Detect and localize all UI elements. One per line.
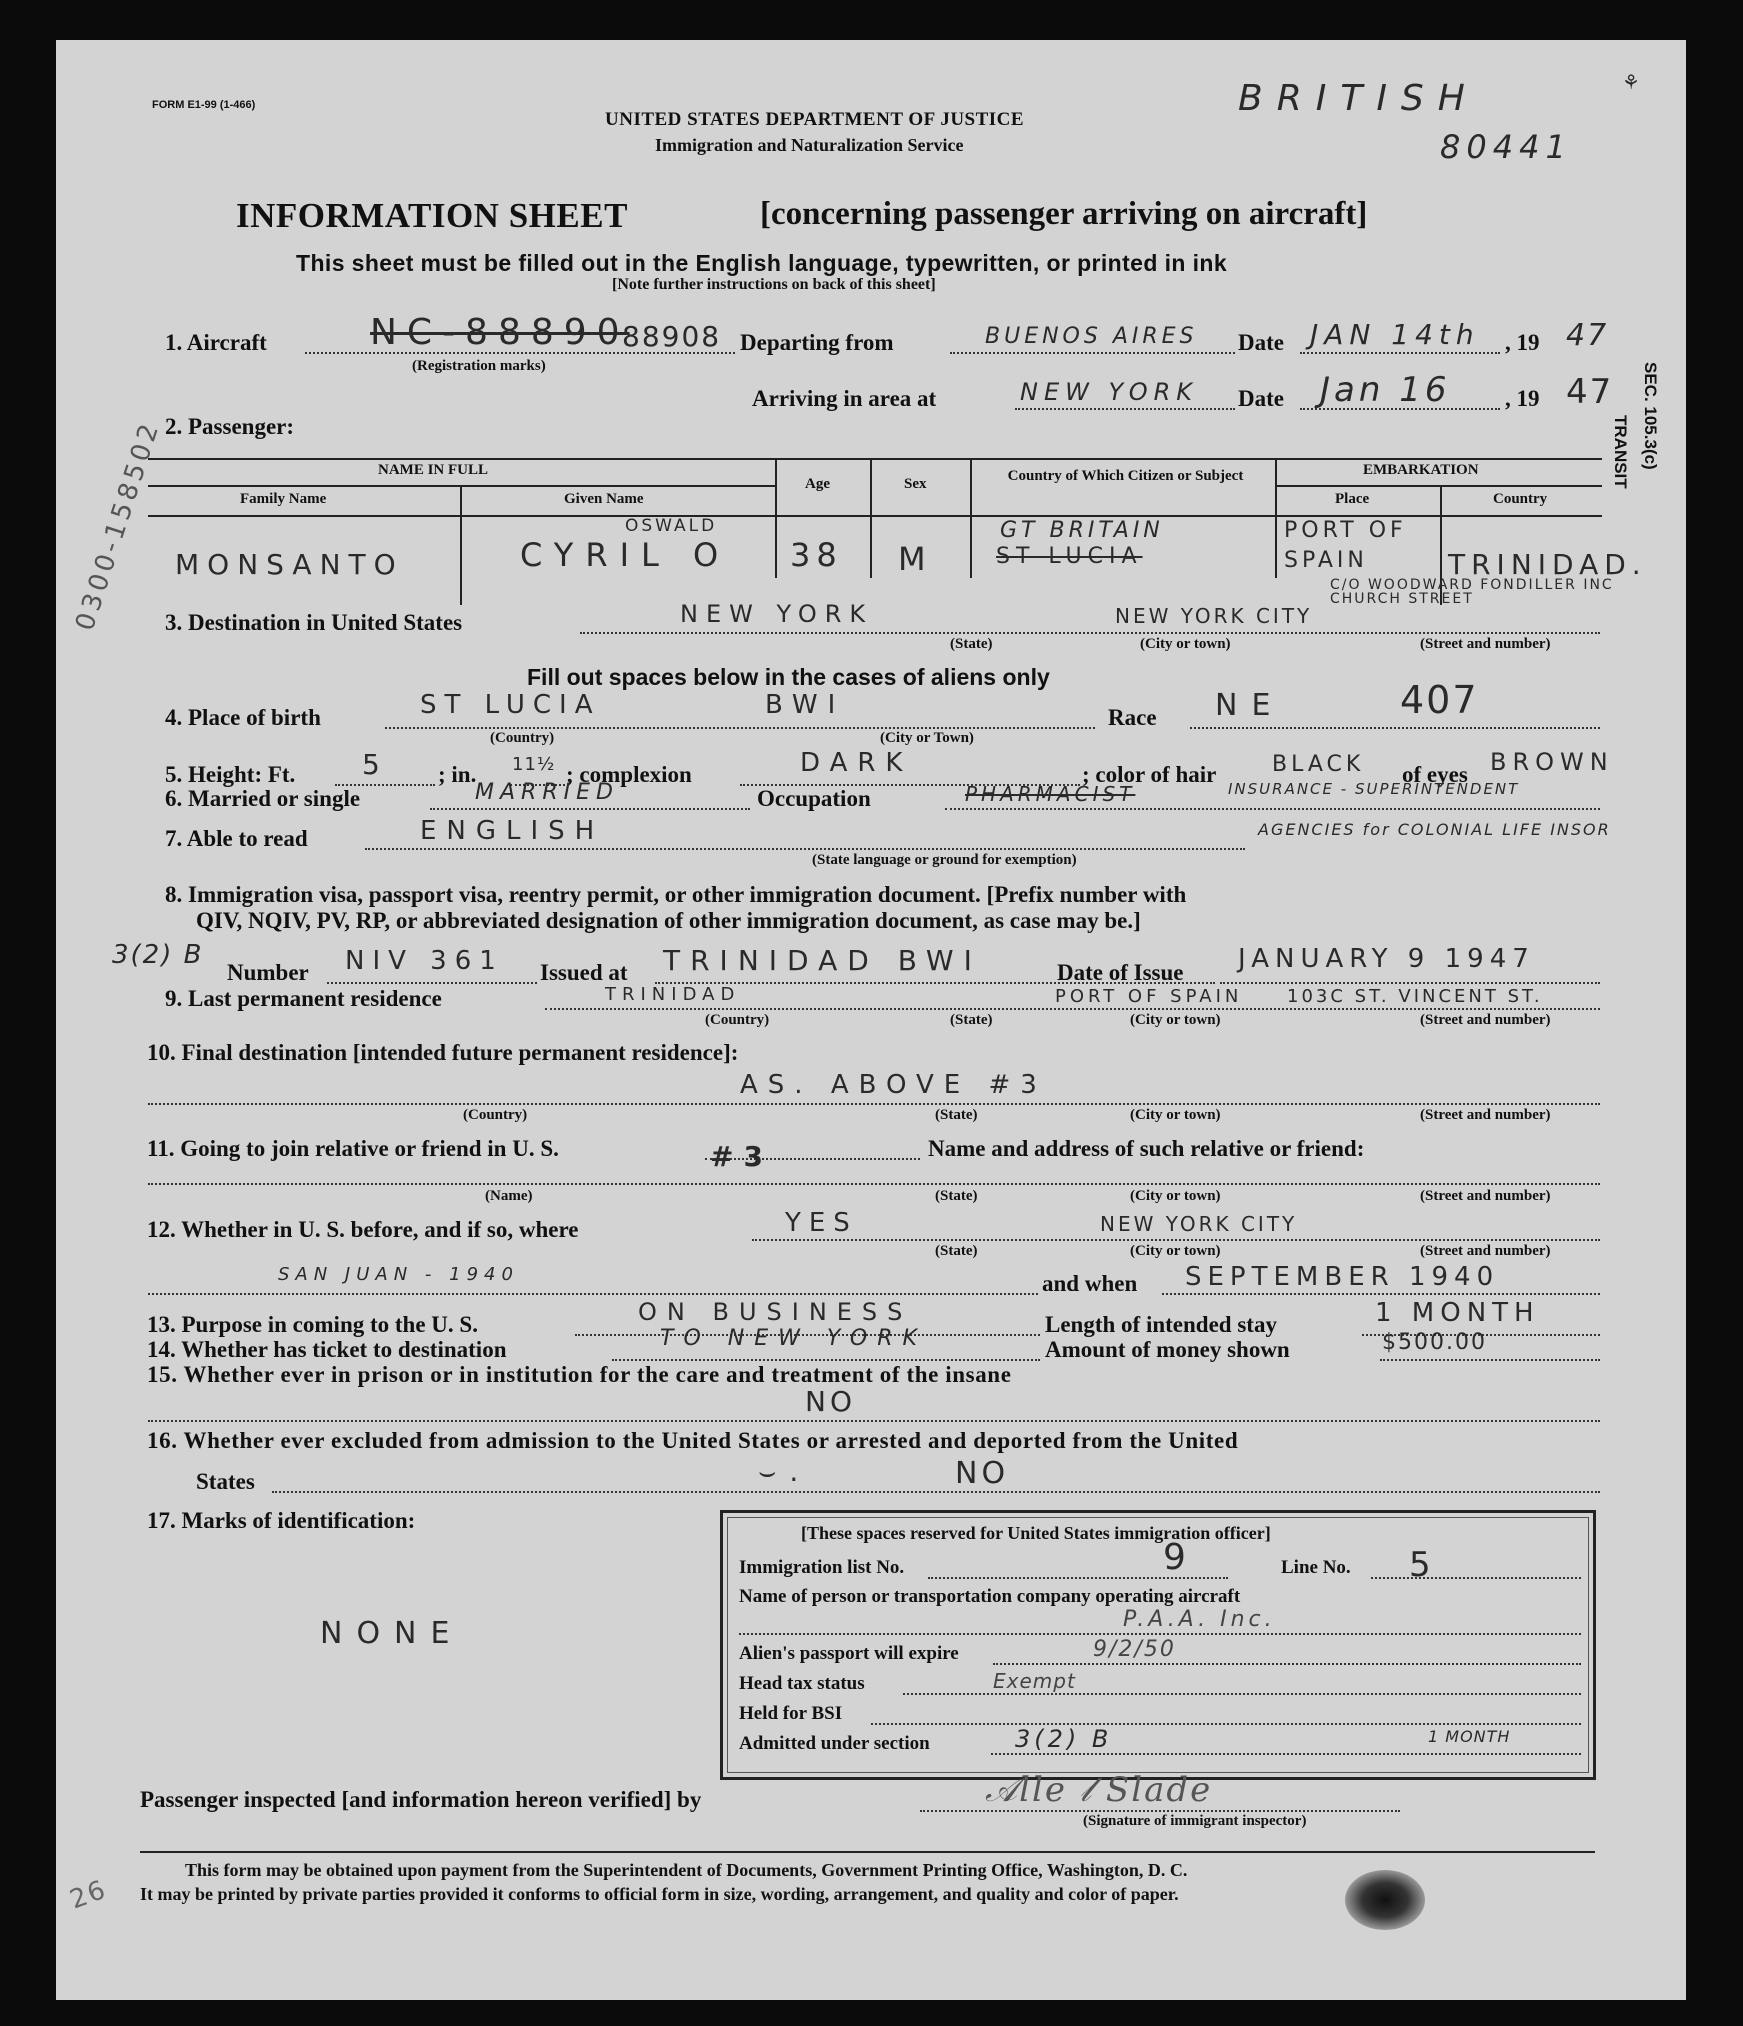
col-citizen-country: Country of Which Citizen or Subject: [1007, 468, 1244, 484]
inspector-signature: 𝒜lle 𝓁 Slade: [985, 1770, 1213, 1810]
hw-sex: M: [898, 540, 936, 578]
cap-rel-state: (State): [935, 1188, 978, 1204]
q2-label: 2. Passenger:: [165, 414, 295, 439]
hw-san-juan: SAN JUAN - 1940: [278, 1264, 519, 1285]
footer-line1: This form may be obtained upon payment from the Superintendent of Documents, Government Printing Office, Washington, D. C.: [185, 1860, 1188, 1880]
hw-prison: NO: [805, 1385, 856, 1418]
hw-section: 3(2) B: [1015, 1725, 1113, 1753]
hw-birth-city: BWI: [765, 690, 846, 720]
hw-given-added: OSWALD: [625, 516, 718, 536]
hw-citizen-struck: ST LUCIA: [996, 544, 1143, 569]
cap-prior-city: (City or town): [1130, 1243, 1221, 1259]
hw-residence-country: TRINIDAD: [605, 984, 741, 1005]
company-label: Name of person or transportation company operating aircraft: [739, 1586, 1241, 1607]
hw-residence-street: 103C ST. VINCENT ST.: [1287, 986, 1543, 1007]
hw-side-number: 0300-158502: [70, 416, 167, 635]
q1-label: 1. Aircraft: [165, 330, 267, 355]
transit-stamp: TRANSIT: [1611, 415, 1630, 489]
hw-agencies: AGENCIES for COLONIAL LIFE INSOR: [1258, 820, 1611, 839]
year-prefix-1: , 19: [1505, 330, 1540, 355]
signature-caption: (Signature of immigrant inspector): [1083, 1813, 1307, 1829]
hw-residence-city: PORT OF SPAIN: [1055, 986, 1243, 1007]
q12-label: 12. Whether in U. S. before, and if so, where: [147, 1217, 579, 1242]
bsi-label: Held for BSI: [739, 1703, 843, 1724]
q8-line2: QIV, NQIV, PV, RP, or abbreviated designation of other immigration document, as case may be.]: [196, 908, 1141, 933]
q9-label: 9. Last permanent residence: [165, 986, 442, 1011]
inspector-label: Passenger inspected [and information hereon verified] by: [140, 1787, 702, 1812]
hw-citizen: GT BRITAIN: [1000, 518, 1164, 543]
arriving-label: Arriving in area at: [752, 386, 937, 411]
hw-file-number: 80441: [1440, 128, 1572, 166]
hw-join-relative: #3: [710, 1140, 773, 1173]
corner-mark-icon: ⚘: [1622, 70, 1640, 94]
q6-label: 6. Married or single: [165, 786, 361, 811]
issued-label: Issued at: [540, 960, 628, 985]
name-in-full-header: NAME IN FULL: [378, 462, 489, 478]
hw-registration-struck: NC-88890: [370, 312, 630, 353]
q15-label: 15. Whether ever in prison or in institution for the care and treatment of the insane: [147, 1362, 1012, 1387]
hw-prior-city: NEW YORK CITY: [1100, 1212, 1298, 1236]
hw-emb-country: TRINIDAD.: [1448, 548, 1647, 581]
stay-label: Length of intended stay: [1045, 1312, 1277, 1337]
q4-label: 4. Place of birth: [165, 705, 321, 730]
department-name: UNITED STATES DEPARTMENT OF JUSTICE: [605, 109, 1025, 130]
hw-registration: 88908: [622, 320, 722, 353]
number-label: Number: [227, 960, 309, 985]
col-given-name: Given Name: [564, 491, 644, 507]
cap-final-city: (City or town): [1130, 1107, 1221, 1123]
hw-departing: BUENOS AIRES: [985, 324, 1198, 349]
hw-arriving: NEW YORK: [1020, 378, 1199, 406]
hw-occupation-struck: PHARMACIST: [965, 782, 1136, 806]
money-label: Amount of money shown: [1045, 1337, 1290, 1362]
hw-q8-margin: 3(2) B: [112, 940, 204, 970]
hw-dest-city: NEW YORK CITY: [1115, 604, 1313, 628]
q7-label: 7. Able to read: [165, 826, 308, 851]
hw-passport-expire: 9/2/50: [1093, 1637, 1176, 1662]
fingerprint-smudge: [1345, 1870, 1425, 1930]
hw-stay: 1 MONTH: [1375, 1298, 1540, 1328]
eyes-label: of eyes: [1402, 762, 1468, 787]
hw-arrive-year: 47: [1566, 372, 1614, 412]
form-title: INFORMATION SHEET: [236, 196, 628, 235]
hw-race-code: 407: [1400, 678, 1479, 722]
sec-stamp: SEC. 105.3(c): [1641, 362, 1660, 470]
race-label: Race: [1108, 705, 1157, 730]
officer-heading: [These spaces reserved for United States immigration officer]: [801, 1523, 1271, 1543]
q16-label: 16. Whether ever excluded from admission to the United States or arrested and deported from the United: [147, 1428, 1239, 1453]
footer-line2: It may be printed by private parties provided it conforms to official form in size, wording, arrangement, and quality and color of paper.: [140, 1884, 1179, 1904]
hw-company: P.A.A. Inc.: [1123, 1607, 1276, 1632]
q8-line1: 8. Immigration visa, passport visa, reentry permit, or other immigration document. [Prefix number with: [165, 882, 1187, 907]
cap-final-country: (Country): [463, 1107, 528, 1123]
q17-label: 17. Marks of identification:: [147, 1508, 416, 1533]
hw-depart-year: 47: [1566, 318, 1609, 353]
departing-label: Departing from: [740, 330, 894, 355]
hw-hair: BLACK: [1272, 752, 1365, 777]
hw-line-no: 5: [1409, 1545, 1441, 1585]
hw-dest-street: C/O WOODWARD FONDILLER INC CHURCH STREET: [1330, 577, 1614, 607]
hw-given-name: CYRIL O: [520, 536, 731, 574]
hw-marital: MARRIED: [475, 780, 619, 805]
cap-dest-state: (State): [950, 636, 993, 652]
cap-birth-city: (City or Town): [880, 730, 974, 746]
cap-dest-city: (City or town): [1140, 636, 1231, 652]
hw-visa-number: NIV 361: [345, 946, 504, 976]
hw-race: NE: [1215, 688, 1285, 723]
hw-complexion: DARK: [800, 748, 913, 778]
relative-name-label: Name and address of such relative or friend:: [928, 1136, 1365, 1161]
complexion-label: ; complexion: [566, 762, 692, 787]
cap-res-street: (Street and number): [1420, 1012, 1551, 1028]
hw-depart-date: JAN 14th: [1310, 318, 1480, 351]
hw-final-destination: AS. ABOVE #3: [740, 1070, 1047, 1100]
cap-rel-name: (Name): [485, 1188, 533, 1204]
when-label: and when: [1042, 1271, 1138, 1296]
cap-final-state: (State): [935, 1107, 978, 1123]
hair-label: ; color of hair: [1082, 762, 1217, 787]
language-caption: (State language or ground for exemption): [812, 852, 1077, 868]
tax-label: Head tax status: [739, 1673, 865, 1694]
q5-label: 5. Height: Ft.: [165, 762, 296, 787]
hw-prior-visit: YES: [785, 1208, 858, 1238]
occupation-label: Occupation: [757, 786, 871, 811]
service-name: Immigration and Naturalization Service: [655, 135, 964, 155]
inches-label: ; in.: [438, 762, 477, 787]
q10-label: 10. Final destination [intended future permanent residence]:: [147, 1040, 739, 1065]
cap-prior-street: (Street and number): [1420, 1243, 1551, 1259]
line-label: Line No.: [1281, 1557, 1351, 1578]
cap-res-city: (City or town): [1130, 1012, 1221, 1028]
hw-height-in: 11½: [512, 754, 556, 775]
cap-dest-street: (Street and number): [1420, 636, 1551, 652]
hw-emb-place: PORT OF SPAIN: [1284, 518, 1407, 573]
cap-birth-country: (Country): [490, 730, 555, 746]
hw-family-name: MONSANTO: [175, 548, 404, 581]
hw-nationality: BRITISH: [1238, 78, 1479, 119]
list-label: Immigration list No.: [739, 1557, 905, 1578]
hw-age: 38: [790, 536, 843, 574]
hw-issued: TRINIDAD BWI: [663, 944, 982, 977]
cap-prior-state: (State): [935, 1243, 978, 1259]
hw-arrive-date: Jan 16: [1320, 370, 1451, 410]
q11-label: 11. Going to join relative or friend in U. S.: [147, 1136, 559, 1161]
hw-when: SEPTEMBER 1940: [1185, 1262, 1500, 1292]
cap-res-state: (State): [950, 1012, 993, 1028]
embarkation-header: EMBARKATION: [1363, 462, 1479, 478]
hw-height-ft: 5: [362, 748, 390, 781]
hw-birth-country: ST LUCIA: [420, 690, 601, 720]
aliens-heading: Fill out spaces below in the cases of aliens only: [527, 664, 1050, 690]
hw-language: ENGLISH: [420, 816, 605, 846]
hw-tax-status: Exempt: [993, 1669, 1076, 1693]
q16-label-2: States: [196, 1469, 255, 1494]
depart-date-label: Date: [1238, 330, 1284, 355]
hw-eyes: BROWN: [1490, 748, 1614, 776]
hw-money: $500.00: [1382, 1330, 1487, 1355]
section-label: Admitted under section: [739, 1733, 930, 1754]
hw-duration: 1 MONTH: [1428, 1727, 1511, 1746]
hw-dest-state: NEW YORK: [680, 600, 874, 628]
form-subtitle: [concerning passenger arriving on aircraft]: [760, 196, 1368, 232]
cap-rel-city: (City or town): [1130, 1188, 1221, 1204]
col-emb-place: Place: [1335, 491, 1370, 507]
arrive-date-label: Date: [1238, 386, 1284, 411]
q3-label: 3. Destination in United States: [165, 610, 463, 635]
issue-date-label: Date of Issue: [1057, 960, 1184, 985]
hw-purpose: ON BUSINESS: [638, 1298, 913, 1326]
col-age: Age: [805, 476, 830, 492]
hw-page-number: 26: [65, 1874, 112, 1916]
hw-list-no: 9: [1163, 1537, 1196, 1578]
q14-label: 14. Whether has ticket to destination: [147, 1337, 507, 1362]
col-emb-country: Country: [1493, 491, 1548, 507]
col-sex: Sex: [904, 476, 927, 492]
form-instruction: This sheet must be filled out in the English language, typewritten, or printed in ink: [296, 250, 1228, 276]
hw-excluded: NO: [955, 1456, 1010, 1491]
registration-caption: (Registration marks): [412, 358, 546, 374]
hw-ticket: TO NEW YORK: [660, 1326, 927, 1351]
cap-final-street: (Street and number): [1420, 1107, 1551, 1123]
cap-res-country: (Country): [705, 1012, 770, 1028]
hw-occupation: INSURANCE - SUPERINTENDENT: [1228, 780, 1520, 798]
passport-label: Alien's passport will expire: [739, 1643, 959, 1664]
officer-box: [720, 1510, 1596, 1780]
q13-label: 13. Purpose in coming to the U. S.: [147, 1312, 478, 1337]
form-note: [Note further instructions on back of this sheet]: [612, 276, 936, 293]
form-number: FORM E1-99 (1-466): [152, 99, 256, 111]
col-family-name: Family Name: [240, 491, 327, 507]
hw-marks: NONE: [320, 1616, 464, 1651]
year-prefix-2: , 19: [1505, 386, 1540, 411]
hw-dash: ⌣ .: [758, 1455, 801, 1488]
cap-rel-street: (Street and number): [1420, 1188, 1551, 1204]
hw-issue-date: JANUARY 9 1947: [1238, 944, 1535, 974]
